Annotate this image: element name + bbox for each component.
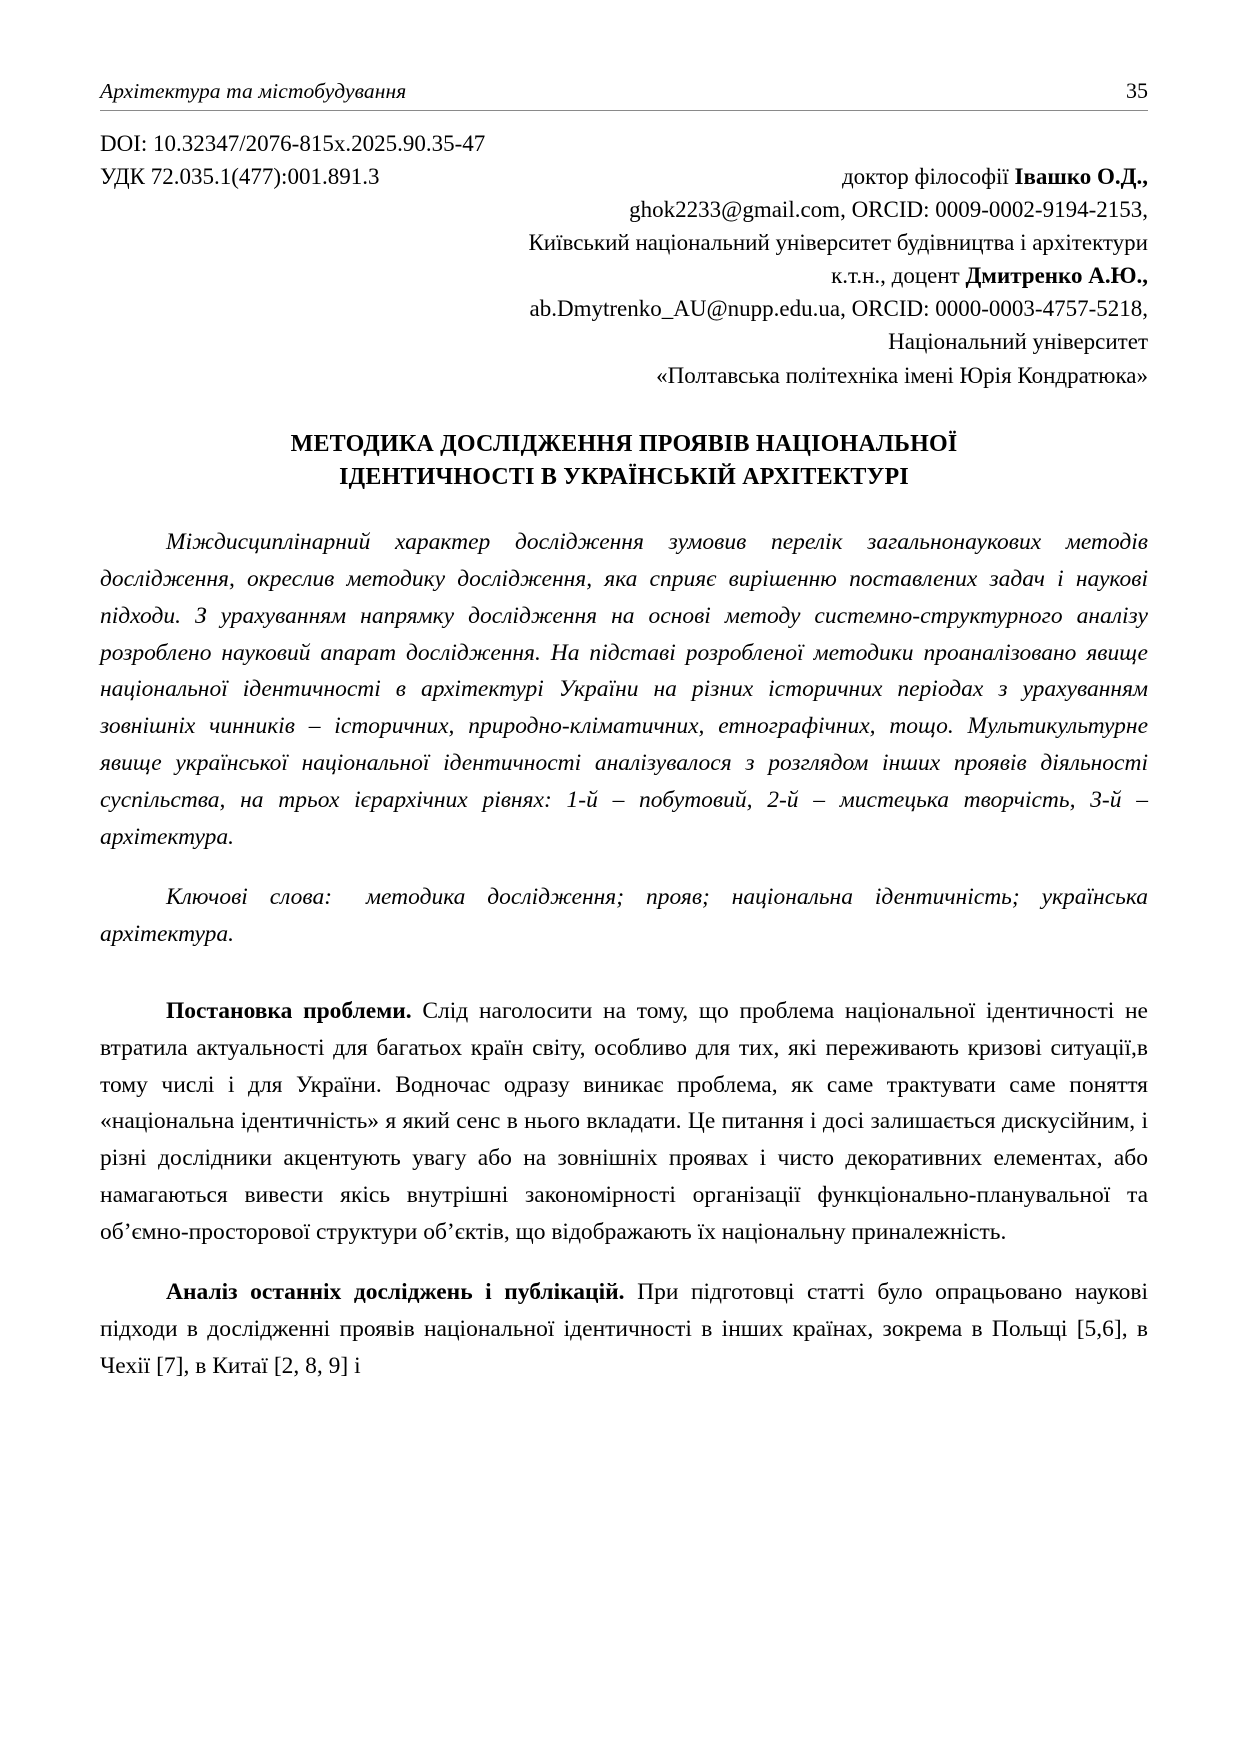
keywords-value: методика дослідження; прояв; національна ідентичність; українська архітектура. (100, 884, 1148, 948)
running-head-journal-title: Архітектура та містобудування (100, 79, 407, 103)
section-problem-statement (100, 993, 1148, 1250)
article-title-line-1: МЕТОДИКА ДОСЛІДЖЕННЯ ПРОЯВІВ НАЦІОНАЛЬНОЇ (290, 430, 958, 457)
doi-line: DOI: 10.32347/2076-815x.2025.90.35-47 (100, 130, 486, 156)
section-literature-review-text: При підготовці статті було опрацьовано наукові підходи в дослідженні проявів національної ідентичності в інших країнах, зокрема в Польщі [5,6], в Чехії [7], в Китаї [2, 8, 9] і (100, 1279, 1148, 1379)
author-one-name: Івашко О.Д., (1014, 163, 1148, 189)
abstract-paragraph: Міждисциплінарний характер дослідження зумовив перелік загальнонаукових методів дослідження, окреслив методику дослідження, яка сприяє вирішенню поставлених задач і наукові підходи. З урахуванням напрямку дослідження на основі методу системно-структурного аналізу розроблено науковий апарат дослідження. На підставі розробленої методики проаналізовано явище національної ідентичності в архітектурі України на різних історичних періодах з урахуванням зовнішніх чинників – історичних, природно-кліматичних, етнографічних, тощо. Мультикультурне явище української національної ідентичності аналізувалося з розглядом інших проявів діяльності суспільства, на трьох ієрархічних рівнях: 1-й – побутовий, 2-й – мистецька творчість, 3-й – архітектура. (100, 528, 1148, 851)
udk-code: УДК 72.035.1(477):001.891.3 (100, 163, 380, 189)
author-two-contact: ab.Dmytrenko_AU@nupp.edu.ua, ORCID: 0000-0003-4757-5218, (529, 296, 1148, 322)
keywords-label: Ключові слова: (166, 884, 333, 911)
author-two-name: Дмитренко А.Ю., (965, 263, 1148, 289)
author-one-contact: ghok2233@gmail.com, ORCID: 0009-0002-9194-2153, (629, 197, 1148, 223)
author-one-line (842, 160, 1148, 193)
udk-author-row (100, 160, 1148, 193)
section-problem-statement-text: Слід наголосити на тому, що проблема національної ідентичності не втратила актуальності для багатьох країн світу, особливо для тих, які переживають кризові ситуації,в тому числі і для України. Водночас одразу виникає проблема, як саме трактувати саме поняття «національна ідентичність» я який сенс в нього вкладати. Це питання і досі залишається дискусійним, і різні дослідники акцентують увагу або на зовнішніх проявах і чисто декоративних елементах, або намагаються вивести якісь внутрішні закономірності організації функціонально-планувальної та об’ємно-просторової структури об’єктів, що відображають їх національну приналежність. (100, 998, 1148, 1245)
front-matter (100, 127, 1148, 392)
author-two-affiliation-line-2: «Полтавська політехніка імені Юрія Кондратюка» (656, 362, 1148, 388)
article-title-line-2: ІДЕНТИЧНОСТІ В УКРАЇНСЬКІЙ АРХІТЕКТУРІ (339, 463, 909, 490)
author-one-affiliation: Київський національний університет будівництва і архітектури (528, 230, 1148, 256)
author-one-degree: доктор філософії (841, 163, 1015, 189)
author-two-affiliation-line-1: Національний університет (888, 329, 1148, 355)
keywords-paragraph (100, 879, 1148, 953)
article-title (170, 428, 1078, 494)
section-literature-review-heading: Аналіз останніх досліджень і публікацій. (166, 1279, 625, 1306)
author-two-degree: к.т.н., доцент (831, 263, 966, 289)
section-problem-statement-heading: Постановка проблеми. (166, 998, 412, 1025)
author-two-line (100, 259, 1148, 292)
section-literature-review (100, 1274, 1148, 1384)
page-number: 35 (1126, 78, 1148, 103)
running-head (100, 78, 1148, 105)
header-divider (100, 110, 1148, 111)
